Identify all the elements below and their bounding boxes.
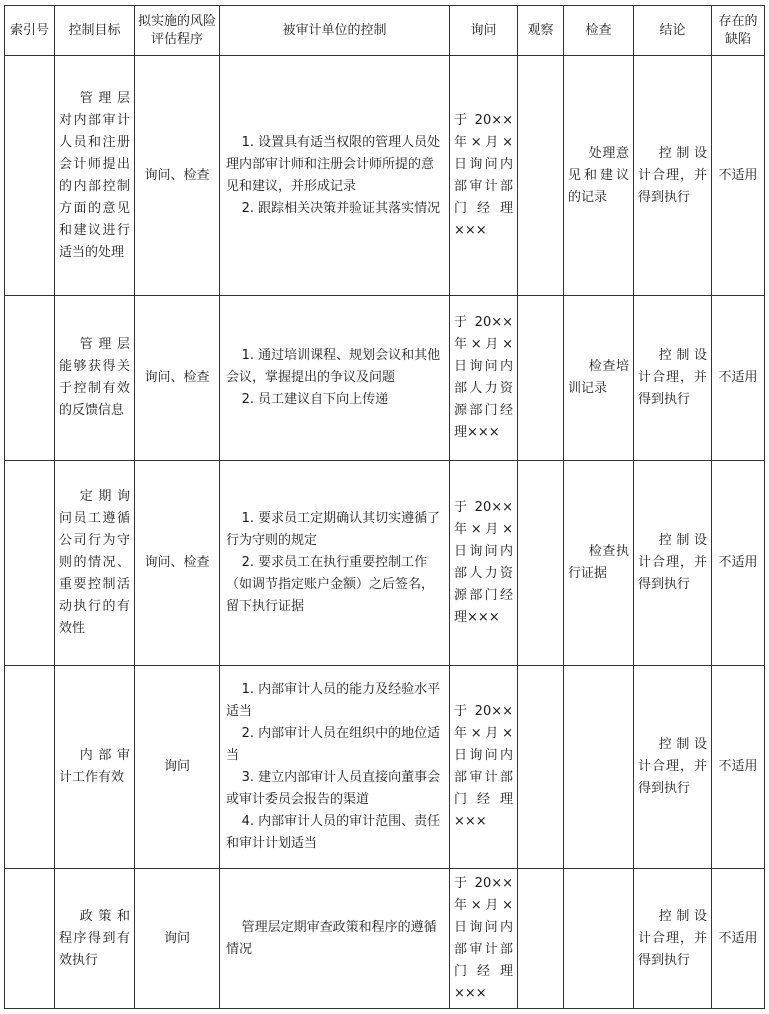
table-row [5, 869, 765, 1009]
header-index: 索引号 [5, 6, 55, 56]
cell-index [5, 56, 55, 296]
cell-objective: 政策和程序得到有效执行 [55, 869, 135, 1009]
header-observe: 观察 [518, 6, 564, 56]
cell-observe [518, 56, 564, 296]
cell-inquiry: 于20××年×月×日询问内部审计部门经理××× [450, 666, 518, 869]
cell-objective: 管理层能够获得关于控制有效的反馈信息 [55, 296, 135, 461]
control-item: 2. 员工建议自下向上传递 [241, 392, 389, 407]
header-deficiency: 存在的缺陷 [712, 6, 765, 56]
cell-procedure: 询问 [135, 869, 220, 1009]
table-row [5, 56, 765, 296]
cell-inquiry: 于20××年×月×日询问内部审计部门经理××× [450, 869, 518, 1009]
table-row [5, 666, 765, 869]
cell-inquiry: 于20××年×月×日询问内部人力资源部门经理××× [450, 461, 518, 666]
header-objective: 控制目标 [55, 6, 135, 56]
cell-inquiry: 于20××年×月×日询问内部人力资源部门经理××× [450, 296, 518, 461]
cell-procedure: 询问 [135, 666, 220, 869]
cell-index [5, 461, 55, 666]
cell-procedure: 询问、检查 [135, 461, 220, 666]
header-control: 被审计单位的控制 [220, 6, 450, 56]
cell-control [220, 666, 450, 869]
cell-objective: 内部审计工作有效 [55, 666, 135, 869]
cell-inspect: 检查执行证据 [564, 461, 634, 666]
cell-deficiency: 不适用 [712, 296, 765, 461]
control-item: 3. 建立内部审计人员直接向董事会或审计委员会报告的渠道 [226, 770, 441, 807]
cell-inspect: 检查培训记录 [564, 296, 634, 461]
header-inspect: 检查 [564, 6, 634, 56]
control-assessment-table [4, 5, 765, 1009]
cell-deficiency: 不适用 [712, 666, 765, 869]
header-procedure: 拟实施的风险评估程序 [135, 6, 220, 56]
cell-index [5, 666, 55, 869]
control-item: 4. 内部审计人员的审计范围、责任和审计计划适当 [226, 814, 441, 851]
control-item: 1. 要求员工定期确认其切实遵循了行为守则的规定 [226, 511, 441, 548]
cell-procedure: 询问、检查 [135, 296, 220, 461]
cell-inspect [564, 869, 634, 1009]
table-row [5, 296, 765, 461]
control-item: 2. 要求员工在执行重要控制工作（如调节指定账户金额）之后签名，留下执行证据 [226, 555, 435, 614]
cell-control [220, 56, 450, 296]
cell-conclusion: 控制设计合理，并得到执行 [634, 56, 712, 296]
cell-deficiency: 不适用 [712, 461, 765, 666]
control-item: 2. 跟踪相关决策并验证其落实情况 [241, 200, 441, 216]
cell-procedure: 询问、检查 [135, 56, 220, 296]
cell-inspect [564, 666, 634, 869]
cell-observe [518, 461, 564, 666]
cell-objective: 管理层对内部审计人员和注册会计师提出的内部控制方面的意见和建议进行适当的处理 [55, 56, 135, 296]
cell-deficiency: 不适用 [712, 56, 765, 296]
header-inquiry: 询问 [450, 6, 518, 56]
cell-observe [518, 869, 564, 1009]
control-item: 1. 内部审计人员的能力及经验水平适当 [226, 682, 441, 719]
cell-control [220, 461, 450, 666]
control-item: 1. 设置具有适当权限的管理人员处理内部审计师和注册会计师所提的意见和建议，并形成记录 [226, 134, 441, 194]
header-conclusion: 结论 [634, 6, 712, 56]
cell-control [220, 296, 450, 461]
cell-conclusion: 控制设计合理，并得到执行 [634, 296, 712, 461]
cell-inspect: 处理意见和建议的记录 [564, 56, 634, 296]
cell-control [220, 869, 450, 1009]
cell-inquiry: 于20××年×月×日询问内部审计部门经理××× [450, 56, 518, 296]
cell-objective: 定期询问员工遵循公司行为守则的情况、重要控制活动执行的有效性 [55, 461, 135, 666]
cell-conclusion: 控制设计合理，并得到执行 [634, 869, 712, 1009]
cell-deficiency: 不适用 [712, 869, 765, 1009]
cell-conclusion: 控制设计合理，并得到执行 [634, 461, 712, 666]
control-item: 1. 通过培训课程、规划会议和其他会议，掌握提出的争议及问题 [226, 348, 441, 385]
cell-index [5, 296, 55, 461]
cell-observe [518, 296, 564, 461]
table-row [5, 461, 765, 666]
cell-observe [518, 666, 564, 869]
cell-index [5, 869, 55, 1009]
control-item: 2. 内部审计人员在组织中的地位适当 [226, 726, 441, 763]
control-item: 管理层定期审查政策和程序的遵循情况 [226, 919, 437, 957]
cell-conclusion: 控制设计合理，并得到执行 [634, 666, 712, 869]
table-header [5, 6, 765, 56]
